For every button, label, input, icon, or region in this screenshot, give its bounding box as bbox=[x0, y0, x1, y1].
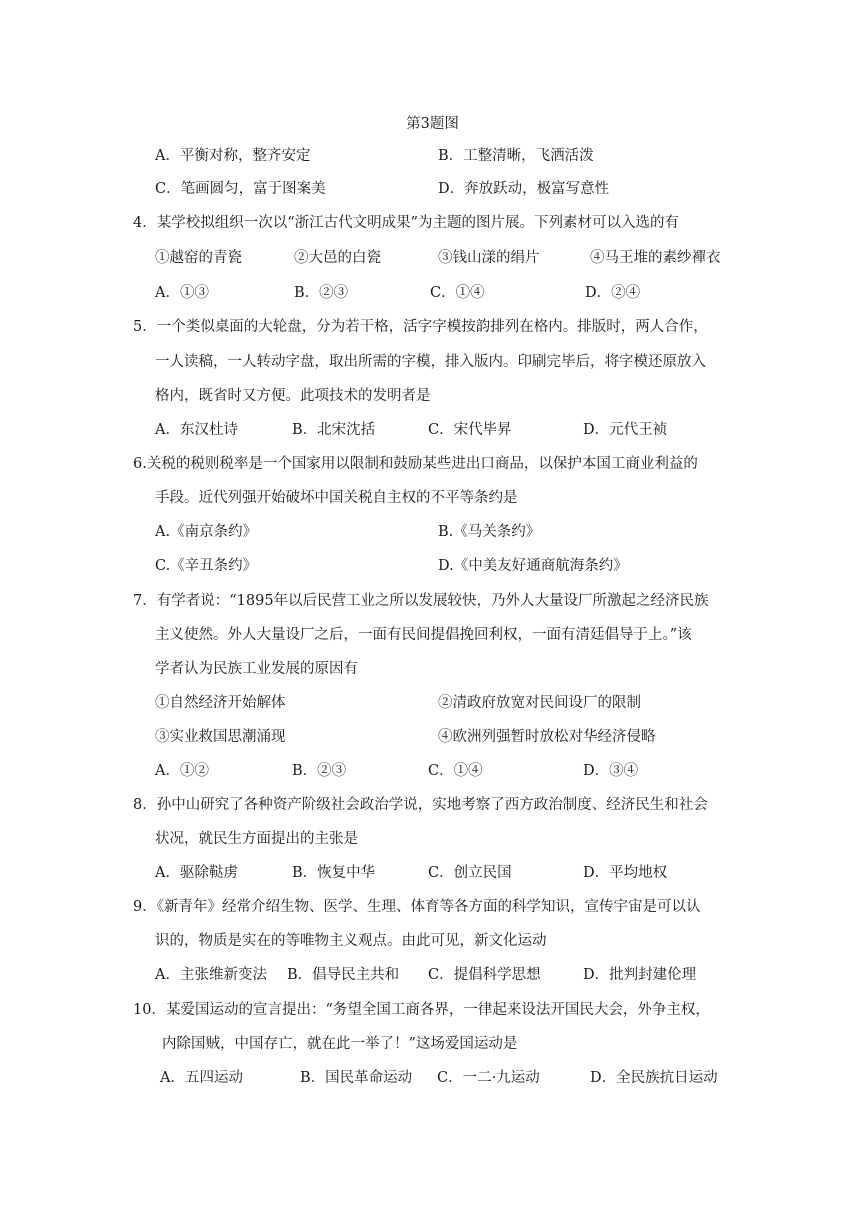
q5-option-b: B．北宋沈括 bbox=[292, 422, 376, 438]
q5-stem-line: 格内，既省时又方便。此项技术的发明者是 bbox=[155, 388, 431, 404]
q9-stem-line: 识的，物质是实在的等唯物主义观点。由此可见，新文化运动 bbox=[155, 933, 547, 949]
q7-item-3: ③实业救国思潮涌现 bbox=[155, 729, 286, 745]
q5-stem-line: 5．一个类似桌面的大轮盘，分为若干格，活字字模按韵排列在格内。排版时，两人合作， bbox=[133, 319, 708, 335]
q7-stem-line: 学者认为民族工业发展的原因有 bbox=[155, 661, 358, 677]
q3-option-a: A．平衡对称，整齐安定 bbox=[155, 148, 311, 164]
q10-stem-line: 10．某爱国运动的宣言提出：“务望全国工商各界，一律起来设法开国民大会，外争主权， bbox=[133, 1002, 710, 1018]
q8-option-b: B．恢复中华 bbox=[292, 865, 376, 881]
q6-stem-line: 手段。近代列强开始破坏中国关税自主权的不平等条约是 bbox=[155, 490, 518, 506]
q6-option-a: A.《南京条约》 bbox=[155, 524, 258, 540]
q7-item-1: ①自然经济开始解体 bbox=[155, 695, 286, 711]
q3-option-d: D．奔放跃动，极富写意性 bbox=[438, 181, 610, 197]
q10-option-b: B．国民革命运动 bbox=[300, 1070, 413, 1086]
q7-option-d: D．③④ bbox=[583, 763, 639, 779]
figure-caption: 第3题图 bbox=[406, 116, 459, 132]
q4-item-2: ②大邑的白瓷 bbox=[294, 250, 381, 266]
q7-stem-line: 7．有学者说：“1895年以后民营工业之所以发展较快，乃外人大量设厂所激起之经济民族 bbox=[133, 593, 709, 609]
q7-option-b: B．②③ bbox=[292, 763, 347, 779]
q4-option-d: D．②④ bbox=[585, 285, 641, 301]
q8-option-d: D．平均地权 bbox=[583, 865, 668, 881]
q5-stem-line: 一人读稿，一人转动字盘，取出所需的字模，排入版内。印刷完毕后，将字模还原放入 bbox=[155, 354, 706, 370]
q8-stem-line: 8．孙中山研究了各种资产阶级社会政治学说，实地考察了西方政治制度、经济民生和社会 bbox=[133, 797, 708, 813]
q7-item-4: ④欧洲列强暂时放松对华经济侵略 bbox=[438, 729, 656, 745]
q10-option-c: C．一二·九运动 bbox=[437, 1070, 540, 1086]
q4-item-4: ④马王堆的素纱襌衣 bbox=[590, 250, 721, 266]
q7-option-c: C．①④ bbox=[428, 763, 483, 779]
q4-item-3: ③钱山漾的绢片 bbox=[438, 250, 540, 266]
q6-option-b: B.《马关条约》 bbox=[438, 524, 541, 540]
q5-option-c: C．宋代毕昇 bbox=[428, 422, 512, 438]
q9-option-d: D．批判封建伦理 bbox=[583, 967, 697, 983]
q9-stem-line: 9．《新青年》经常介绍生物、医学、生理、体育等各方面的科学知识，宣传宇宙是可以认 bbox=[133, 899, 701, 915]
q9-option-a: A．主张维新变法 bbox=[155, 967, 267, 983]
q7-option-a: A．①② bbox=[155, 763, 209, 779]
q6-option-c: C.《辛丑条约》 bbox=[155, 558, 258, 574]
q4-option-b: B．②③ bbox=[294, 285, 349, 301]
q4-option-c: C．①④ bbox=[430, 285, 485, 301]
q5-option-d: D．元代王祯 bbox=[583, 422, 668, 438]
q6-option-d: D.《中美友好通商航海条约》 bbox=[438, 558, 628, 574]
q10-option-a: A．五四运动 bbox=[160, 1070, 243, 1086]
q9-option-b: B．倡导民主共和 bbox=[287, 967, 400, 983]
q10-stem-line: 内除国贼，中国存亡，就在此一举了！”这场爱国运动是 bbox=[162, 1036, 518, 1052]
q8-option-c: C．创立民国 bbox=[428, 865, 512, 881]
q3-option-b: B．工整清晰，飞洒活泼 bbox=[438, 148, 594, 164]
q6-stem-line: 6.关税的税则税率是一个国家用以限制和鼓励某些进出口商品，以保护本国工商业利益的 bbox=[133, 456, 698, 472]
q9-option-c: C．提倡科学思想 bbox=[428, 967, 541, 983]
q7-stem-line: 主义使然。外人大量设厂之后，一面有民间提倡挽回利权，一面有清廷倡导于上。”该 bbox=[155, 627, 692, 643]
q10-option-d: D．全民族抗日运动 bbox=[590, 1070, 718, 1086]
q3-option-c: C．笔画圆匀，富于图案美 bbox=[155, 181, 326, 197]
q8-stem-line: 状况，就民生方面提出的主张是 bbox=[155, 831, 358, 847]
q7-item-2: ②清政府放宽对民间设厂的限制 bbox=[438, 695, 641, 711]
q4-item-1: ①越窑的青瓷 bbox=[155, 250, 242, 266]
q4-option-a: A．①③ bbox=[155, 285, 209, 301]
q4-stem: 4．某学校拟组织一次以“浙江古代文明成果”为主题的图片展。下列素材可以入选的有 bbox=[133, 215, 680, 231]
q8-option-a: A．驱除鞑虏 bbox=[155, 865, 238, 881]
q5-option-a: A．东汉杜诗 bbox=[155, 422, 238, 438]
